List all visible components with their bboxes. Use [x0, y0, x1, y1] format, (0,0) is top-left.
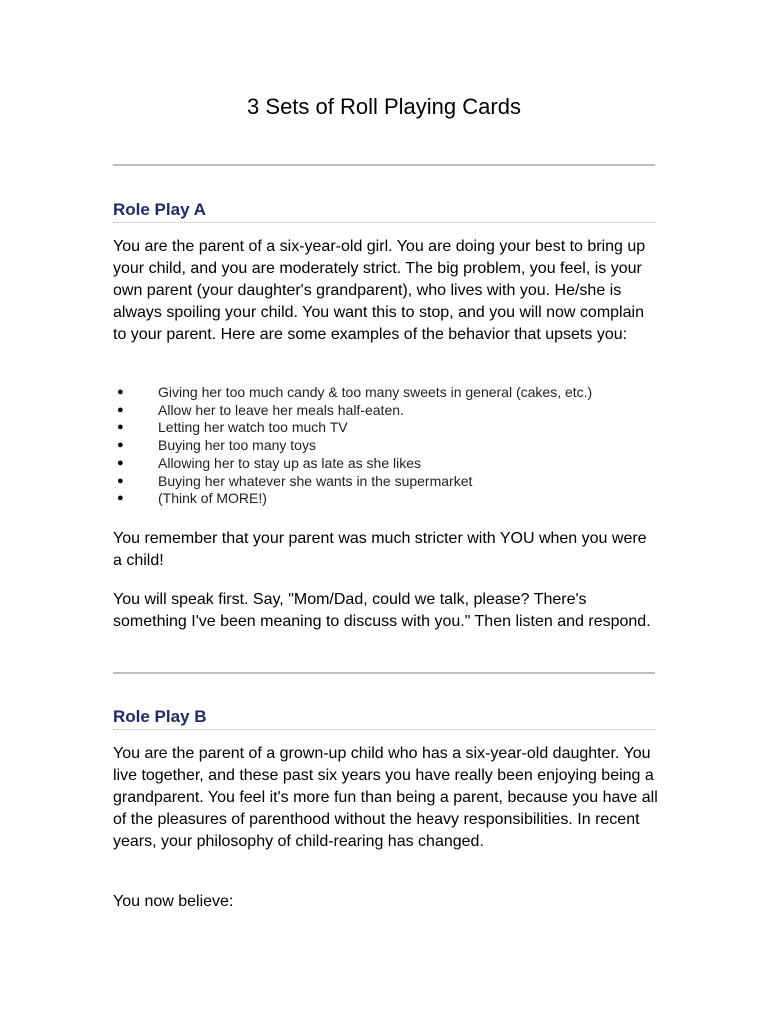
divider	[113, 672, 655, 674]
divider	[113, 164, 655, 166]
section-b-paragraph-2: You now believe:	[113, 893, 234, 910]
section-a-paragraph-2: You remember that your parent was much stricter with YOU when you were a child!	[113, 530, 647, 569]
section-a-intro: You are the parent of a six-year-old girl. You are doing your best to bring up your child, and you are moderately strict. The big problem, you feel, is your own parent (your daughter's grandparent), who lives with you. He/she is always spoiling your child. You want this to stop, and you will now complain to your parent. Here are some examples of the behavior that upsets you:	[113, 238, 646, 343]
list-item: ● Allowing her to stay up as late as she likes	[117, 454, 422, 471]
bullet-icon: ●	[117, 474, 124, 487]
list-item: ● Letting her watch too much TV	[117, 419, 348, 436]
bullet-icon: ●	[117, 386, 124, 398]
bullet-icon: ●	[117, 456, 124, 469]
list-item: ● Allow her to leave her meals half-eaten.	[117, 401, 404, 418]
section-b-heading: Role Play B	[113, 706, 655, 730]
section-a-paragraph-3: You will speak first. Say, "Mom/Dad, could we talk, please? There's something I've been meaning to discuss with you." Then listen and respond.	[113, 591, 651, 630]
bullet-icon: ●	[117, 492, 124, 505]
list-item: ● (Think of MORE!)	[117, 490, 267, 507]
list-item: ● Buying her too many toys	[117, 437, 316, 454]
bullet-icon: ●	[117, 403, 124, 416]
page-title: 3 Sets of Roll Playing Cards	[247, 94, 521, 119]
bullet-icon: ●	[117, 421, 124, 434]
bullet-icon: ●	[117, 439, 124, 452]
list-item: ● Buying her whatever she wants in the supermarket	[117, 472, 473, 489]
list-item: ● Giving her too much candy & too many sweets in general (cakes, etc.)	[117, 384, 593, 400]
section-a-heading: Role Play A	[113, 199, 655, 223]
section-a-behavior-list	[113, 384, 658, 508]
section-b-intro: You are the parent of a grown-up child who has a six-year-old daughter. You live together, and these past six years you have really been enjoying being a grandparent. You feel it's more fun than being a parent, because you have all of the pleasures of parenthood without the heavy responsibilities. In recent years, your philosophy of child-rearing has changed.	[113, 745, 658, 850]
